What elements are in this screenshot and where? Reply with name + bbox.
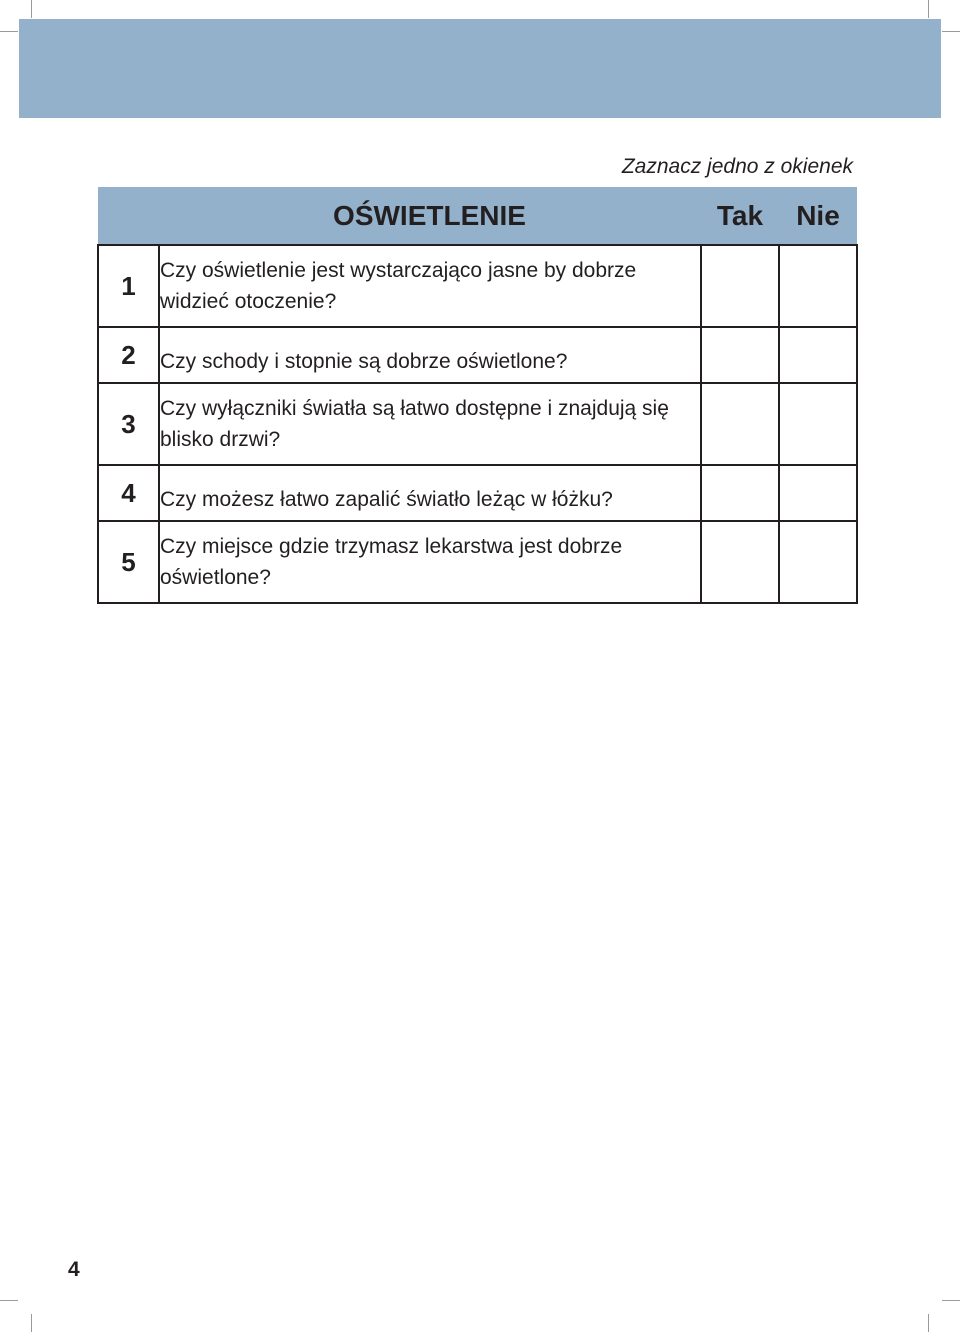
checkbox-yes[interactable] [701,465,779,521]
checkbox-yes[interactable] [701,521,779,603]
row-number: 1 [98,245,159,327]
table-row [98,245,857,327]
crop-mark-left-top [0,31,18,32]
table-row [98,465,857,521]
table-row [98,383,857,465]
checkbox-yes[interactable] [701,327,779,383]
row-question: Czy schody i stopnie są dobrze oświetlone? [159,327,701,383]
header-banner [19,19,941,118]
row-question: Czy wyłączniki światła są łatwo dostępne i znajdują się blisko drzwi? [159,383,701,465]
table-header-row [98,187,857,245]
row-question: Czy miejsce gdzie trzymasz lekarstwa jest dobrze oświetlone? [159,521,701,603]
crop-mark-right-bottom [942,1300,960,1301]
instruction-text: Zaznacz jedno z okienek [621,155,853,178]
crop-mark-right-top [942,31,960,32]
crop-mark-top-right [928,0,929,18]
crop-mark-bottom-left [31,1314,32,1332]
row-number: 3 [98,383,159,465]
row-number: 2 [98,327,159,383]
row-number: 4 [98,465,159,521]
column-header-no: Nie [779,187,857,245]
table-row [98,327,857,383]
table-row [98,521,857,603]
table-title: OŚWIETLENIE [98,187,701,245]
column-header-yes: Tak [701,187,779,245]
row-question: Czy oświetlenie jest wystarczająco jasne by dobrze widzieć otoczenie? [159,245,701,327]
crop-mark-left-bottom [0,1300,18,1301]
page-number: 4 [68,1258,80,1281]
checkbox-no[interactable] [779,327,857,383]
crop-mark-top-left [31,0,32,18]
checkbox-yes[interactable] [701,245,779,327]
checkbox-no[interactable] [779,383,857,465]
checkbox-no[interactable] [779,465,857,521]
checkbox-no[interactable] [779,245,857,327]
crop-mark-bottom-right [928,1314,929,1332]
checkbox-no[interactable] [779,521,857,603]
row-question: Czy możesz łatwo zapalić światło leżąc w łóżku? [159,465,701,521]
checkbox-yes[interactable] [701,383,779,465]
row-number: 5 [98,521,159,603]
lighting-checklist-table [97,187,858,604]
